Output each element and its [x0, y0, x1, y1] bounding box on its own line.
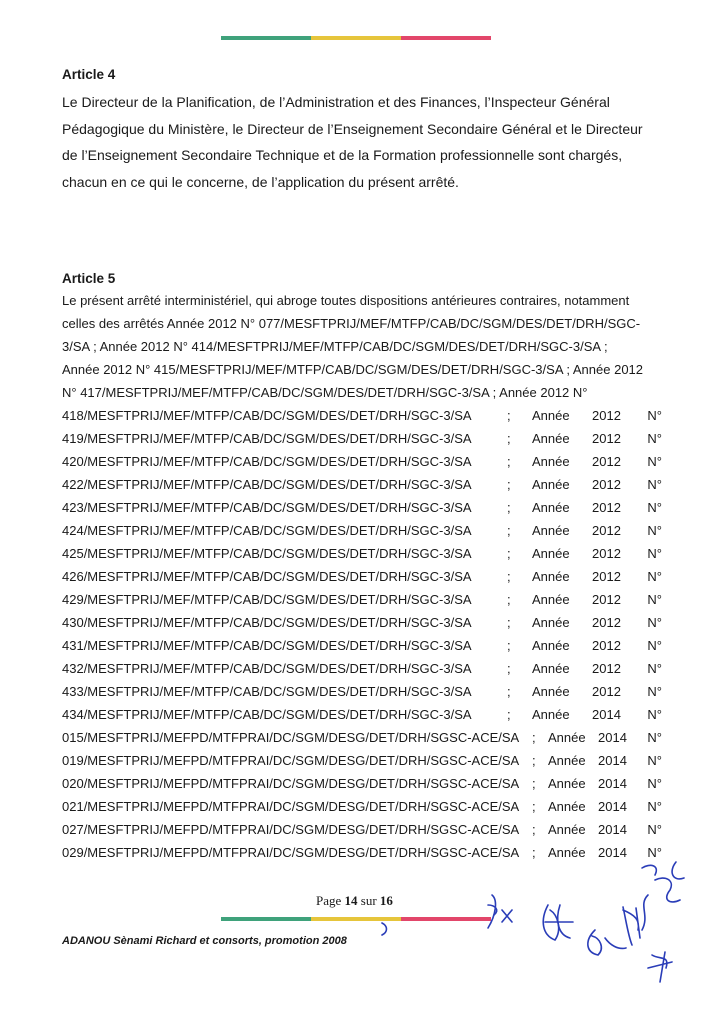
- arrete-row: [62, 730, 662, 745]
- arrete-row: [62, 477, 662, 492]
- arrete-annee: Année: [548, 845, 586, 860]
- arrete-row: [62, 707, 662, 722]
- arrete-sep: ;: [532, 776, 536, 791]
- page-prefix: Page: [316, 893, 342, 908]
- article-4-body: [62, 89, 660, 195]
- arrete-year: 2012: [592, 569, 621, 584]
- arrete-annee: Année: [532, 431, 570, 446]
- arrete-year: 2012: [592, 684, 621, 699]
- article-5-line: celles des arrêtés Année 2012 N° 077/MESFTPRIJ/MEF/MTFP/CAB/DC/SGM/DES/DET/DRH/SGC-: [62, 316, 641, 331]
- arrete-row: [62, 592, 662, 607]
- arrete-year: 2012: [592, 477, 621, 492]
- arrete-row: [62, 845, 662, 860]
- handwritten-initials: [370, 860, 700, 990]
- flag-yellow-segment: [311, 36, 401, 40]
- arrete-annee: Année: [548, 753, 586, 768]
- arrete-year: 2014: [598, 776, 627, 791]
- arrete-no: N°: [647, 822, 662, 837]
- flag-green-segment: [221, 36, 311, 40]
- arrete-annee: Année: [532, 684, 570, 699]
- article-5-title: Article 5: [62, 271, 116, 286]
- arrete-ref: 420/MESFTPRIJ/MEF/MTFP/CAB/DC/SGM/DES/DET/DRH/SGC-3/SA: [62, 454, 472, 469]
- arrete-sep: ;: [507, 638, 511, 653]
- arrete-year: 2012: [592, 661, 621, 676]
- arrete-row: [62, 523, 662, 538]
- arrete-sep: ;: [507, 454, 511, 469]
- article-5-line: Année 2012 N° 415/MESFTPRIJ/MEF/MTFP/CAB/DC/SGM/DES/DET/DRH/SGC-3/SA ; Année 2012: [62, 362, 644, 377]
- arrete-year: 2014: [598, 730, 627, 745]
- page-middle: sur: [360, 893, 377, 908]
- arrete-no: N°: [647, 546, 662, 561]
- arrete-year: 2014: [598, 822, 627, 837]
- arrete-sep: ;: [532, 822, 536, 837]
- article-5-line: 3/SA ; Année 2012 N° 414/MESFTPRIJ/MEF/MTFP/CAB/DC/SGM/DES/DET/DRH/SGC-3/SA ;: [62, 339, 608, 354]
- arrete-annee: Année: [532, 546, 570, 561]
- arrete-no: N°: [647, 753, 662, 768]
- arrete-sep: ;: [507, 477, 511, 492]
- arrete-row: [62, 546, 662, 561]
- arrete-row: [62, 799, 662, 814]
- arrete-row: [62, 638, 662, 653]
- arrete-row: [62, 569, 662, 584]
- arrete-sep: ;: [507, 431, 511, 446]
- arrete-no: N°: [647, 523, 662, 538]
- footer-author: ADANOU Sènami Richard et consorts, promotion 2008: [62, 935, 347, 947]
- arrete-row: [62, 431, 662, 446]
- article-5-line: N° 417/MESFTPRIJ/MEF/MTFP/CAB/DC/SGM/DES/DET/DRH/SGC-3/SA ; Année 2012 N°: [62, 385, 588, 400]
- arrete-sep: ;: [532, 845, 536, 860]
- arrete-annee: Année: [548, 776, 586, 791]
- arrete-sep: ;: [532, 799, 536, 814]
- arrete-ref: 021/MESFTPRIJ/MEFPD/MTFPRAI/DC/SGM/DESG/DET/DRH/SGSC-ACE/SA: [62, 799, 520, 814]
- arrete-no: N°: [647, 707, 662, 722]
- arrete-ref: 434/MESFTPRIJ/MEF/MTFP/CAB/DC/SGM/DES/DET/DRH/SGC-3/SA: [62, 707, 472, 722]
- article-4-line: chacun en ce qui le concerne, de l’application du présent arrêté.: [62, 173, 459, 190]
- page-total: 16: [379, 893, 393, 908]
- arrete-row: [62, 454, 662, 469]
- arrete-sep: ;: [507, 546, 511, 561]
- arrete-sep: ;: [507, 615, 511, 630]
- arrete-annee: Année: [532, 454, 570, 469]
- arrete-year: 2012: [592, 500, 621, 515]
- arrete-annee: Année: [532, 661, 570, 676]
- arrete-ref: 019/MESFTPRIJ/MEFPD/MTFPRAI/DC/SGM/DESG/DET/DRH/SGSC-ACE/SA: [62, 753, 520, 768]
- arrete-annee: Année: [548, 730, 586, 745]
- arrete-annee: Année: [532, 477, 570, 492]
- article-5-line: Le présent arrêté interministériel, qui abroge toutes dispositions antérieures contraires, notamment: [62, 293, 630, 308]
- arrete-row: [62, 408, 662, 423]
- arrete-row: [62, 500, 662, 515]
- arrete-ref: 432/MESFTPRIJ/MEF/MTFP/CAB/DC/SGM/DES/DET/DRH/SGC-3/SA: [62, 661, 472, 676]
- arrete-sep: ;: [507, 684, 511, 699]
- arrete-ref: 424/MESFTPRIJ/MEF/MTFP/CAB/DC/SGM/DES/DET/DRH/SGC-3/SA: [62, 523, 472, 538]
- flag-red-segment: [401, 36, 491, 40]
- arrete-annee: Année: [532, 569, 570, 584]
- arrete-ref: 433/MESFTPRIJ/MEF/MTFP/CAB/DC/SGM/DES/DET/DRH/SGC-3/SA: [62, 684, 472, 699]
- arrete-year: 2014: [598, 753, 627, 768]
- arrete-sep: ;: [507, 408, 511, 423]
- arrete-no: N°: [647, 477, 662, 492]
- arrete-year: 2014: [598, 799, 627, 814]
- arrete-sep: ;: [507, 707, 511, 722]
- arrete-no: N°: [647, 500, 662, 515]
- arrete-ref: 426/MESFTPRIJ/MEF/MTFP/CAB/DC/SGM/DES/DET/DRH/SGC-3/SA: [62, 569, 472, 584]
- arrete-year: 2012: [592, 546, 621, 561]
- arrete-no: N°: [647, 638, 662, 653]
- arrete-annee: Année: [532, 408, 570, 423]
- arrete-no: N°: [647, 454, 662, 469]
- arrete-year: 2012: [592, 638, 621, 653]
- arrete-no: N°: [647, 569, 662, 584]
- arrete-ref: 423/MESFTPRIJ/MEF/MTFP/CAB/DC/SGM/DES/DET/DRH/SGC-3/SA: [62, 500, 472, 515]
- arrete-annee: Année: [532, 707, 570, 722]
- arrete-row: [62, 753, 662, 768]
- arrete-sep: ;: [507, 500, 511, 515]
- arrete-ref: 020/MESFTPRIJ/MEFPD/MTFPRAI/DC/SGM/DESG/DET/DRH/SGSC-ACE/SA: [62, 776, 520, 791]
- arrete-sep: ;: [507, 661, 511, 676]
- arrete-sep: ;: [532, 730, 536, 745]
- arrete-sep: ;: [507, 523, 511, 538]
- arrete-ref: 419/MESFTPRIJ/MEF/MTFP/CAB/DC/SGM/DES/DET/DRH/SGC-3/SA: [62, 431, 472, 446]
- arrete-sep: ;: [507, 592, 511, 607]
- arrete-row: [62, 661, 662, 676]
- arrete-no: N°: [647, 615, 662, 630]
- arrete-annee: Année: [532, 615, 570, 630]
- arrete-ref: 015/MESFTPRIJ/MEFPD/MTFPRAI/DC/SGM/DESG/DET/DRH/SGSC-ACE/SA: [62, 730, 520, 745]
- arrete-no: N°: [647, 799, 662, 814]
- arrete-annee: Année: [548, 822, 586, 837]
- arrete-year: 2014: [592, 707, 621, 722]
- arrete-ref: 430/MESFTPRIJ/MEF/MTFP/CAB/DC/SGM/DES/DET/DRH/SGC-3/SA: [62, 615, 472, 630]
- arrete-sep: ;: [507, 569, 511, 584]
- arrete-year: 2014: [598, 845, 627, 860]
- flag-green-segment: [221, 917, 311, 921]
- arrete-ref: 431/MESFTPRIJ/MEF/MTFP/CAB/DC/SGM/DES/DET/DRH/SGC-3/SA: [62, 638, 472, 653]
- arrete-annee: Année: [532, 638, 570, 653]
- page-current: 14: [344, 893, 358, 908]
- article-4-title: Article 4: [62, 67, 116, 82]
- arrete-no: N°: [647, 431, 662, 446]
- arrete-sep: ;: [532, 753, 536, 768]
- arrete-no: N°: [647, 730, 662, 745]
- arrete-year: 2012: [592, 615, 621, 630]
- arrete-ref: 418/MESFTPRIJ/MEF/MTFP/CAB/DC/SGM/DES/DET/DRH/SGC-3/SA: [62, 408, 472, 423]
- arrete-annee: Année: [532, 592, 570, 607]
- article-4-line: Le Directeur de la Planification, de l’Administration et des Finances, l’Inspecteur Général: [62, 94, 610, 110]
- arrete-no: N°: [647, 661, 662, 676]
- arrete-row: [62, 684, 662, 699]
- arrete-ref: 429/MESFTPRIJ/MEF/MTFP/CAB/DC/SGM/DES/DET/DRH/SGC-3/SA: [62, 592, 472, 607]
- arrete-row: [62, 615, 662, 630]
- arrete-row: [62, 822, 662, 837]
- arrete-annee: Année: [532, 523, 570, 538]
- article-4-line: de l’Enseignement Secondaire Technique et de la Formation professionnelle sont chargés,: [62, 147, 623, 163]
- arrete-no: N°: [647, 776, 662, 791]
- arrete-no: N°: [647, 684, 662, 699]
- arrete-no: N°: [647, 408, 662, 423]
- arrete-year: 2012: [592, 592, 621, 607]
- arrete-year: 2012: [592, 431, 621, 446]
- arrete-ref: 029/MESFTPRIJ/MEFPD/MTFPRAI/DC/SGM/DESG/DET/DRH/SGSC-ACE/SA: [62, 845, 520, 860]
- arrete-annee: Année: [532, 500, 570, 515]
- article-4-line: Pédagogique du Ministère, le Directeur de l’Enseignement Secondaire Général et le Directeur: [62, 120, 643, 137]
- arrete-year: 2012: [592, 454, 621, 469]
- arrete-annee: Année: [548, 799, 586, 814]
- arrete-no: N°: [647, 592, 662, 607]
- flag-color-bar-top: [221, 36, 491, 40]
- arrete-row: [62, 776, 662, 791]
- arrete-year: 2012: [592, 408, 621, 423]
- arrete-year: 2012: [592, 523, 621, 538]
- arrete-ref: 425/MESFTPRIJ/MEF/MTFP/CAB/DC/SGM/DES/DET/DRH/SGC-3/SA: [62, 546, 472, 561]
- arrete-ref: 422/MESFTPRIJ/MEF/MTFP/CAB/DC/SGM/DES/DET/DRH/SGC-3/SA: [62, 477, 472, 492]
- arrete-ref: 027/MESFTPRIJ/MEFPD/MTFPRAI/DC/SGM/DESG/DET/DRH/SGSC-ACE/SA: [62, 822, 520, 837]
- arrete-no: N°: [647, 845, 662, 860]
